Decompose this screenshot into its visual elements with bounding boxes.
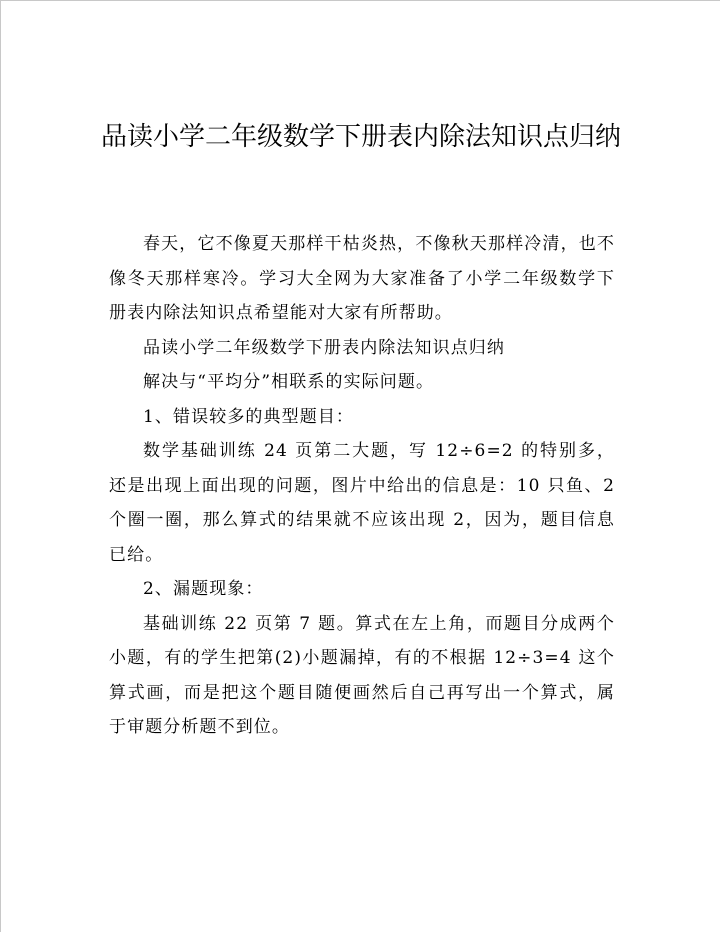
document-title: 品读小学二年级数学下册表内除法知识点归纳 [101, 122, 622, 152]
section-1-paragraph: 数学基础训练 24 页第二大题，写 12÷6=2 的特别多，还是出现上面出现的问题，图片中给出的信息是：10 只鱼、2 个圈一圈，那么算式的结果就不应该出现 2，因为，题目信息已给。 [109, 441, 615, 565]
document-body [109, 227, 615, 745]
intro-paragraph: 春天，它不像夏天那样干枯炎热，不像秋天那样冷清，也不像冬天那样寒冷。学习大全网为大家准备了小学二年级数学下册表内除法知识点希望能对大家有所帮助。 [109, 234, 615, 323]
section-heading-2: 2、漏题现象： [143, 579, 264, 599]
section-heading-1: 1、错误较多的典型题目： [143, 406, 355, 427]
subtitle-paragraph: 品读小学二年级数学下册表内除法知识点归纳 [143, 337, 505, 358]
section-2-paragraph: 基础训练 22 页第 7 题。算式在左上角，而题目分成两个小题，有的学生把第(2)小题漏掉，有的不根据 12÷3=4 这个算式画，而是把这个题目随便画然后自己再写出一个算式，属于审题分析题不到位。 [109, 613, 615, 737]
topic-paragraph: 解决与“平均分”相联系的实际问题。 [143, 372, 435, 392]
